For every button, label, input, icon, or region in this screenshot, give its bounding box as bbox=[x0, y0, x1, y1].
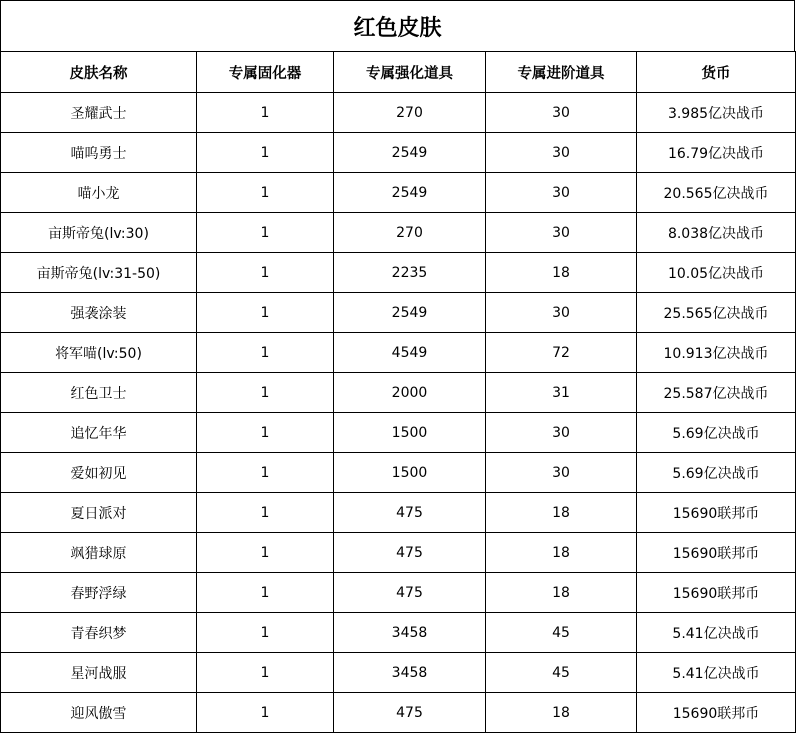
skin-name-cell: 星河战服 bbox=[1, 653, 197, 693]
column-header-exclusive-enhance-item: 专属强化道具 bbox=[334, 52, 486, 93]
table-row bbox=[1, 293, 796, 333]
curing-device-cell: 1 bbox=[197, 253, 334, 293]
currency-cell: 20.565亿决战币 bbox=[637, 173, 796, 213]
advance-item-cell: 18 bbox=[486, 533, 637, 573]
table-row bbox=[1, 373, 796, 413]
table-row bbox=[1, 533, 796, 573]
enhance-item-cell: 1500 bbox=[334, 453, 486, 493]
curing-device-cell: 1 bbox=[197, 373, 334, 413]
curing-device-cell: 1 bbox=[197, 573, 334, 613]
advance-item-cell: 30 bbox=[486, 213, 637, 253]
table-row bbox=[1, 613, 796, 653]
enhance-item-cell: 270 bbox=[334, 93, 486, 133]
curing-device-cell: 1 bbox=[197, 293, 334, 333]
curing-device-cell: 1 bbox=[197, 533, 334, 573]
table-body bbox=[1, 93, 796, 733]
currency-cell: 25.587亿决战币 bbox=[637, 373, 796, 413]
currency-cell: 3.985亿决战币 bbox=[637, 93, 796, 133]
enhance-item-cell: 475 bbox=[334, 573, 486, 613]
enhance-item-cell: 2235 bbox=[334, 253, 486, 293]
curing-device-cell: 1 bbox=[197, 213, 334, 253]
advance-item-cell: 45 bbox=[486, 653, 637, 693]
column-header-skin-name: 皮肤名称 bbox=[1, 52, 197, 93]
skin-name-cell: 红色卫士 bbox=[1, 373, 197, 413]
currency-cell: 5.41亿决战币 bbox=[637, 613, 796, 653]
enhance-item-cell: 475 bbox=[334, 533, 486, 573]
currency-cell: 16.79亿决战币 bbox=[637, 133, 796, 173]
skin-name-cell: 喵小龙 bbox=[1, 173, 197, 213]
skin-name-cell: 追忆年华 bbox=[1, 413, 197, 453]
currency-cell: 10.913亿决战币 bbox=[637, 333, 796, 373]
table-row bbox=[1, 333, 796, 373]
curing-device-cell: 1 bbox=[197, 693, 334, 733]
enhance-item-cell: 2549 bbox=[334, 173, 486, 213]
currency-cell: 15690联邦币 bbox=[637, 573, 796, 613]
advance-item-cell: 18 bbox=[486, 573, 637, 613]
table-row bbox=[1, 653, 796, 693]
curing-device-cell: 1 bbox=[197, 613, 334, 653]
advance-item-cell: 31 bbox=[486, 373, 637, 413]
enhance-item-cell: 2549 bbox=[334, 293, 486, 333]
table-row bbox=[1, 173, 796, 213]
skin-name-cell: 亩斯帝兔(lv:31-50) bbox=[1, 253, 197, 293]
enhance-item-cell: 475 bbox=[334, 493, 486, 533]
currency-cell: 25.565亿决战币 bbox=[637, 293, 796, 333]
curing-device-cell: 1 bbox=[197, 133, 334, 173]
advance-item-cell: 30 bbox=[486, 293, 637, 333]
advance-item-cell: 30 bbox=[486, 173, 637, 213]
advance-item-cell: 18 bbox=[486, 253, 637, 293]
advance-item-cell: 45 bbox=[486, 613, 637, 653]
currency-cell: 8.038亿决战币 bbox=[637, 213, 796, 253]
skin-name-cell: 爱如初见 bbox=[1, 453, 197, 493]
table-row bbox=[1, 493, 796, 533]
skins-table bbox=[0, 51, 796, 733]
curing-device-cell: 1 bbox=[197, 173, 334, 213]
column-header-exclusive-curing-device: 专属固化器 bbox=[197, 52, 334, 93]
column-header-currency: 货币 bbox=[637, 52, 796, 93]
advance-item-cell: 30 bbox=[486, 453, 637, 493]
skin-name-cell: 圣耀武士 bbox=[1, 93, 197, 133]
skin-name-cell: 飒猎球原 bbox=[1, 533, 197, 573]
enhance-item-cell: 2000 bbox=[334, 373, 486, 413]
advance-item-cell: 18 bbox=[486, 493, 637, 533]
curing-device-cell: 1 bbox=[197, 333, 334, 373]
table-row bbox=[1, 413, 796, 453]
currency-cell: 10.05亿决战币 bbox=[637, 253, 796, 293]
enhance-item-cell: 3458 bbox=[334, 613, 486, 653]
table-row bbox=[1, 253, 796, 293]
header-row bbox=[1, 52, 796, 93]
currency-cell: 15690联邦币 bbox=[637, 693, 796, 733]
table-row bbox=[1, 573, 796, 613]
table-title: 红色皮肤 bbox=[0, 0, 795, 52]
table-row bbox=[1, 693, 796, 733]
currency-cell: 15690联邦币 bbox=[637, 533, 796, 573]
enhance-item-cell: 4549 bbox=[334, 333, 486, 373]
enhance-item-cell: 270 bbox=[334, 213, 486, 253]
curing-device-cell: 1 bbox=[197, 653, 334, 693]
curing-device-cell: 1 bbox=[197, 453, 334, 493]
skin-name-cell: 青春织梦 bbox=[1, 613, 197, 653]
skin-name-cell: 喵呜勇士 bbox=[1, 133, 197, 173]
table-row bbox=[1, 213, 796, 253]
table-row bbox=[1, 133, 796, 173]
skin-name-cell: 将军喵(lv:50) bbox=[1, 333, 197, 373]
table-row bbox=[1, 453, 796, 493]
advance-item-cell: 30 bbox=[486, 133, 637, 173]
skin-name-cell: 春野浮绿 bbox=[1, 573, 197, 613]
enhance-item-cell: 1500 bbox=[334, 413, 486, 453]
skin-name-cell: 迎风傲雪 bbox=[1, 693, 197, 733]
advance-item-cell: 72 bbox=[486, 333, 637, 373]
enhance-item-cell: 475 bbox=[334, 693, 486, 733]
column-header-exclusive-advance-item: 专属进阶道具 bbox=[486, 52, 637, 93]
curing-device-cell: 1 bbox=[197, 93, 334, 133]
skin-name-cell: 亩斯帝兔(lv:30) bbox=[1, 213, 197, 253]
skin-name-cell: 夏日派对 bbox=[1, 493, 197, 533]
advance-item-cell: 18 bbox=[486, 693, 637, 733]
advance-item-cell: 30 bbox=[486, 93, 637, 133]
enhance-item-cell: 3458 bbox=[334, 653, 486, 693]
table-row bbox=[1, 93, 796, 133]
advance-item-cell: 30 bbox=[486, 413, 637, 453]
currency-cell: 5.69亿决战币 bbox=[637, 453, 796, 493]
curing-device-cell: 1 bbox=[197, 413, 334, 453]
enhance-item-cell: 2549 bbox=[334, 133, 486, 173]
currency-cell: 5.69亿决战币 bbox=[637, 413, 796, 453]
curing-device-cell: 1 bbox=[197, 493, 334, 533]
skin-name-cell: 强袭涂装 bbox=[1, 293, 197, 333]
currency-cell: 15690联邦币 bbox=[637, 493, 796, 533]
currency-cell: 5.41亿决战币 bbox=[637, 653, 796, 693]
